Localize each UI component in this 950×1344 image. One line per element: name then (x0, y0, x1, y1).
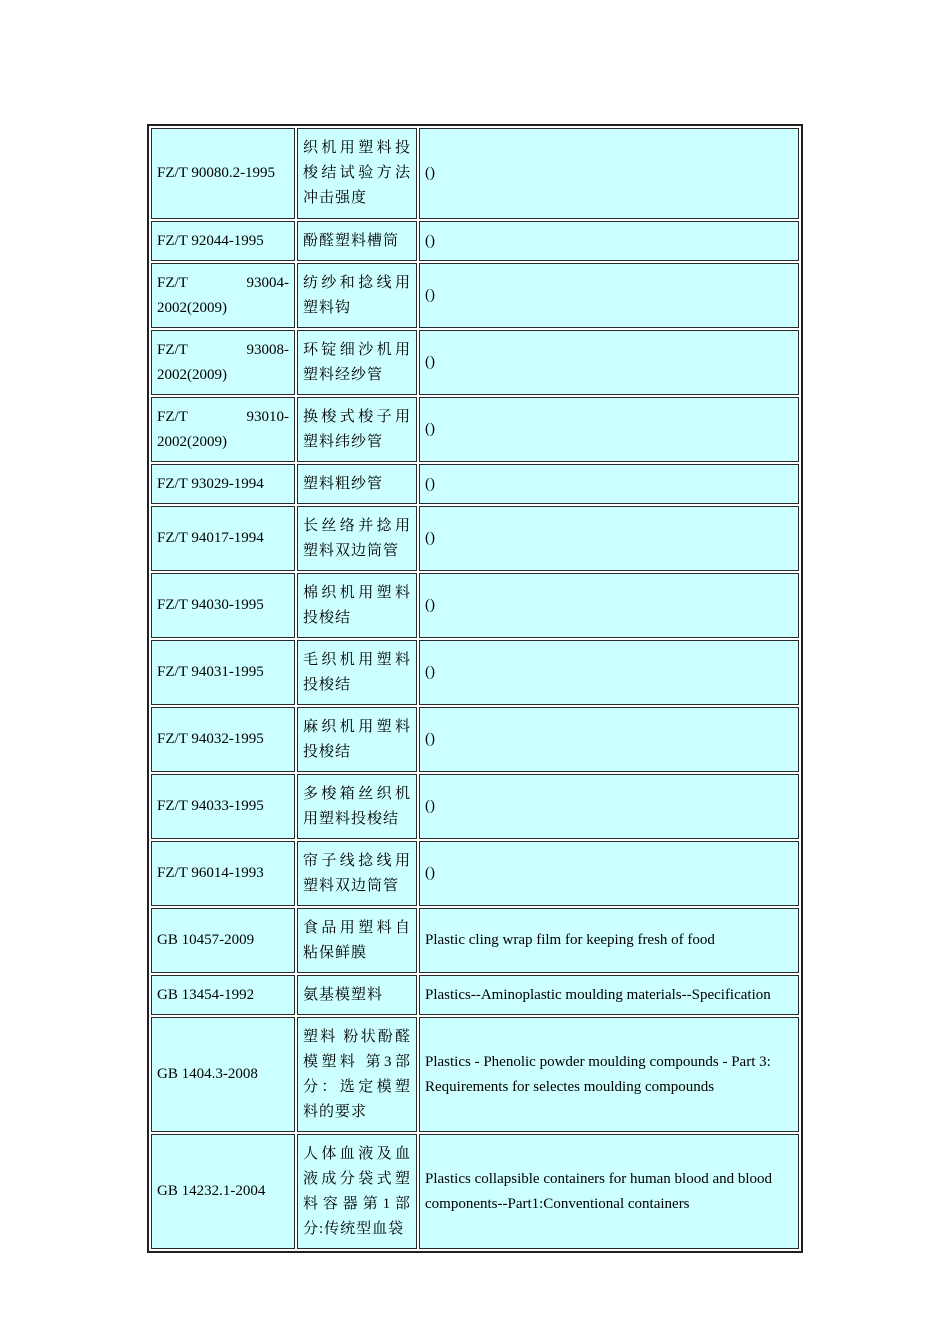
table-row (151, 128, 799, 219)
standard-code-cell: GB 10457-2009 (151, 908, 295, 973)
table-row (151, 774, 799, 839)
standard-code-cell: FZ/T 93008-2002(2009) (151, 330, 295, 395)
standard-code-cell: FZ/T 94033-1995 (151, 774, 295, 839)
table-row (151, 908, 799, 973)
english-title-cell: Plastics collapsible containers for human blood and blood components--Part1:Conventional containers (419, 1134, 799, 1249)
english-title-cell: () (419, 221, 799, 261)
standard-code-cell: FZ/T 92044-1995 (151, 221, 295, 261)
table-row (151, 707, 799, 772)
standard-code-cell: GB 1404.3-2008 (151, 1017, 295, 1132)
table-row (151, 263, 799, 328)
standard-code-cell: FZ/T 93029-1994 (151, 464, 295, 504)
chinese-title-cell: 酚醛塑料槽筒 (297, 221, 417, 261)
table-row (151, 1134, 799, 1249)
english-title-cell: () (419, 640, 799, 705)
english-title-cell: Plastic cling wrap film for keeping fresh of food (419, 908, 799, 973)
standard-code-cell: FZ/T 93004-2002(2009) (151, 263, 295, 328)
table-row (151, 841, 799, 906)
standard-code-cell: GB 13454-1992 (151, 975, 295, 1015)
english-title-cell: Plastics - Phenolic powder moulding compounds - Part 3: Requirements for selectes moulding compounds (419, 1017, 799, 1132)
table-row (151, 506, 799, 571)
table-row (151, 975, 799, 1015)
chinese-title-cell: 棉织机用塑料投梭结 (297, 573, 417, 638)
table-row (151, 573, 799, 638)
english-title-cell: () (419, 263, 799, 328)
standard-code-cell: FZ/T 94030-1995 (151, 573, 295, 638)
chinese-title-cell: 人体血液及血液成分袋式塑料容器第1部分:传统型血袋 (297, 1134, 417, 1249)
chinese-title-cell: 塑料 粉状酚醛模塑料 第3部分：选定模塑料的要求 (297, 1017, 417, 1132)
english-title-cell: () (419, 464, 799, 504)
english-title-cell: () (419, 128, 799, 219)
english-title-cell: () (419, 330, 799, 395)
chinese-title-cell: 长丝络并捻用塑料双边筒管 (297, 506, 417, 571)
standards-table (147, 124, 803, 1253)
chinese-title-cell: 多梭箱丝织机用塑料投梭结 (297, 774, 417, 839)
standard-code-cell: FZ/T 94032-1995 (151, 707, 295, 772)
chinese-title-cell: 食品用塑料自粘保鲜膜 (297, 908, 417, 973)
english-title-cell: () (419, 506, 799, 571)
chinese-title-cell: 氨基模塑料 (297, 975, 417, 1015)
chinese-title-cell: 麻织机用塑料投梭结 (297, 707, 417, 772)
chinese-title-cell: 毛织机用塑料投梭结 (297, 640, 417, 705)
chinese-title-cell: 塑料粗纱管 (297, 464, 417, 504)
english-title-cell: () (419, 774, 799, 839)
table-row (151, 397, 799, 462)
table-row (151, 221, 799, 261)
standard-code-cell: FZ/T 93010-2002(2009) (151, 397, 295, 462)
standard-code-cell: GB 14232.1-2004 (151, 1134, 295, 1249)
standard-code-cell: FZ/T 96014-1993 (151, 841, 295, 906)
chinese-title-cell: 纺纱和捻线用塑料钩 (297, 263, 417, 328)
chinese-title-cell: 织机用塑料投梭结试验方法冲击强度 (297, 128, 417, 219)
chinese-title-cell: 换梭式梭子用塑料纬纱管 (297, 397, 417, 462)
table-row (151, 1017, 799, 1132)
table-row (151, 330, 799, 395)
english-title-cell: () (419, 397, 799, 462)
chinese-title-cell: 帘子线捻线用塑料双边筒管 (297, 841, 417, 906)
table-row (151, 464, 799, 504)
standard-code-cell: FZ/T 94031-1995 (151, 640, 295, 705)
chinese-title-cell: 环锭细沙机用塑料经纱管 (297, 330, 417, 395)
standard-code-cell: FZ/T 90080.2-1995 (151, 128, 295, 219)
english-title-cell: () (419, 707, 799, 772)
english-title-cell: () (419, 573, 799, 638)
standard-code-cell: FZ/T 94017-1994 (151, 506, 295, 571)
english-title-cell: () (419, 841, 799, 906)
table-row (151, 640, 799, 705)
english-title-cell: Plastics--Aminoplastic moulding materials--Specification (419, 975, 799, 1015)
